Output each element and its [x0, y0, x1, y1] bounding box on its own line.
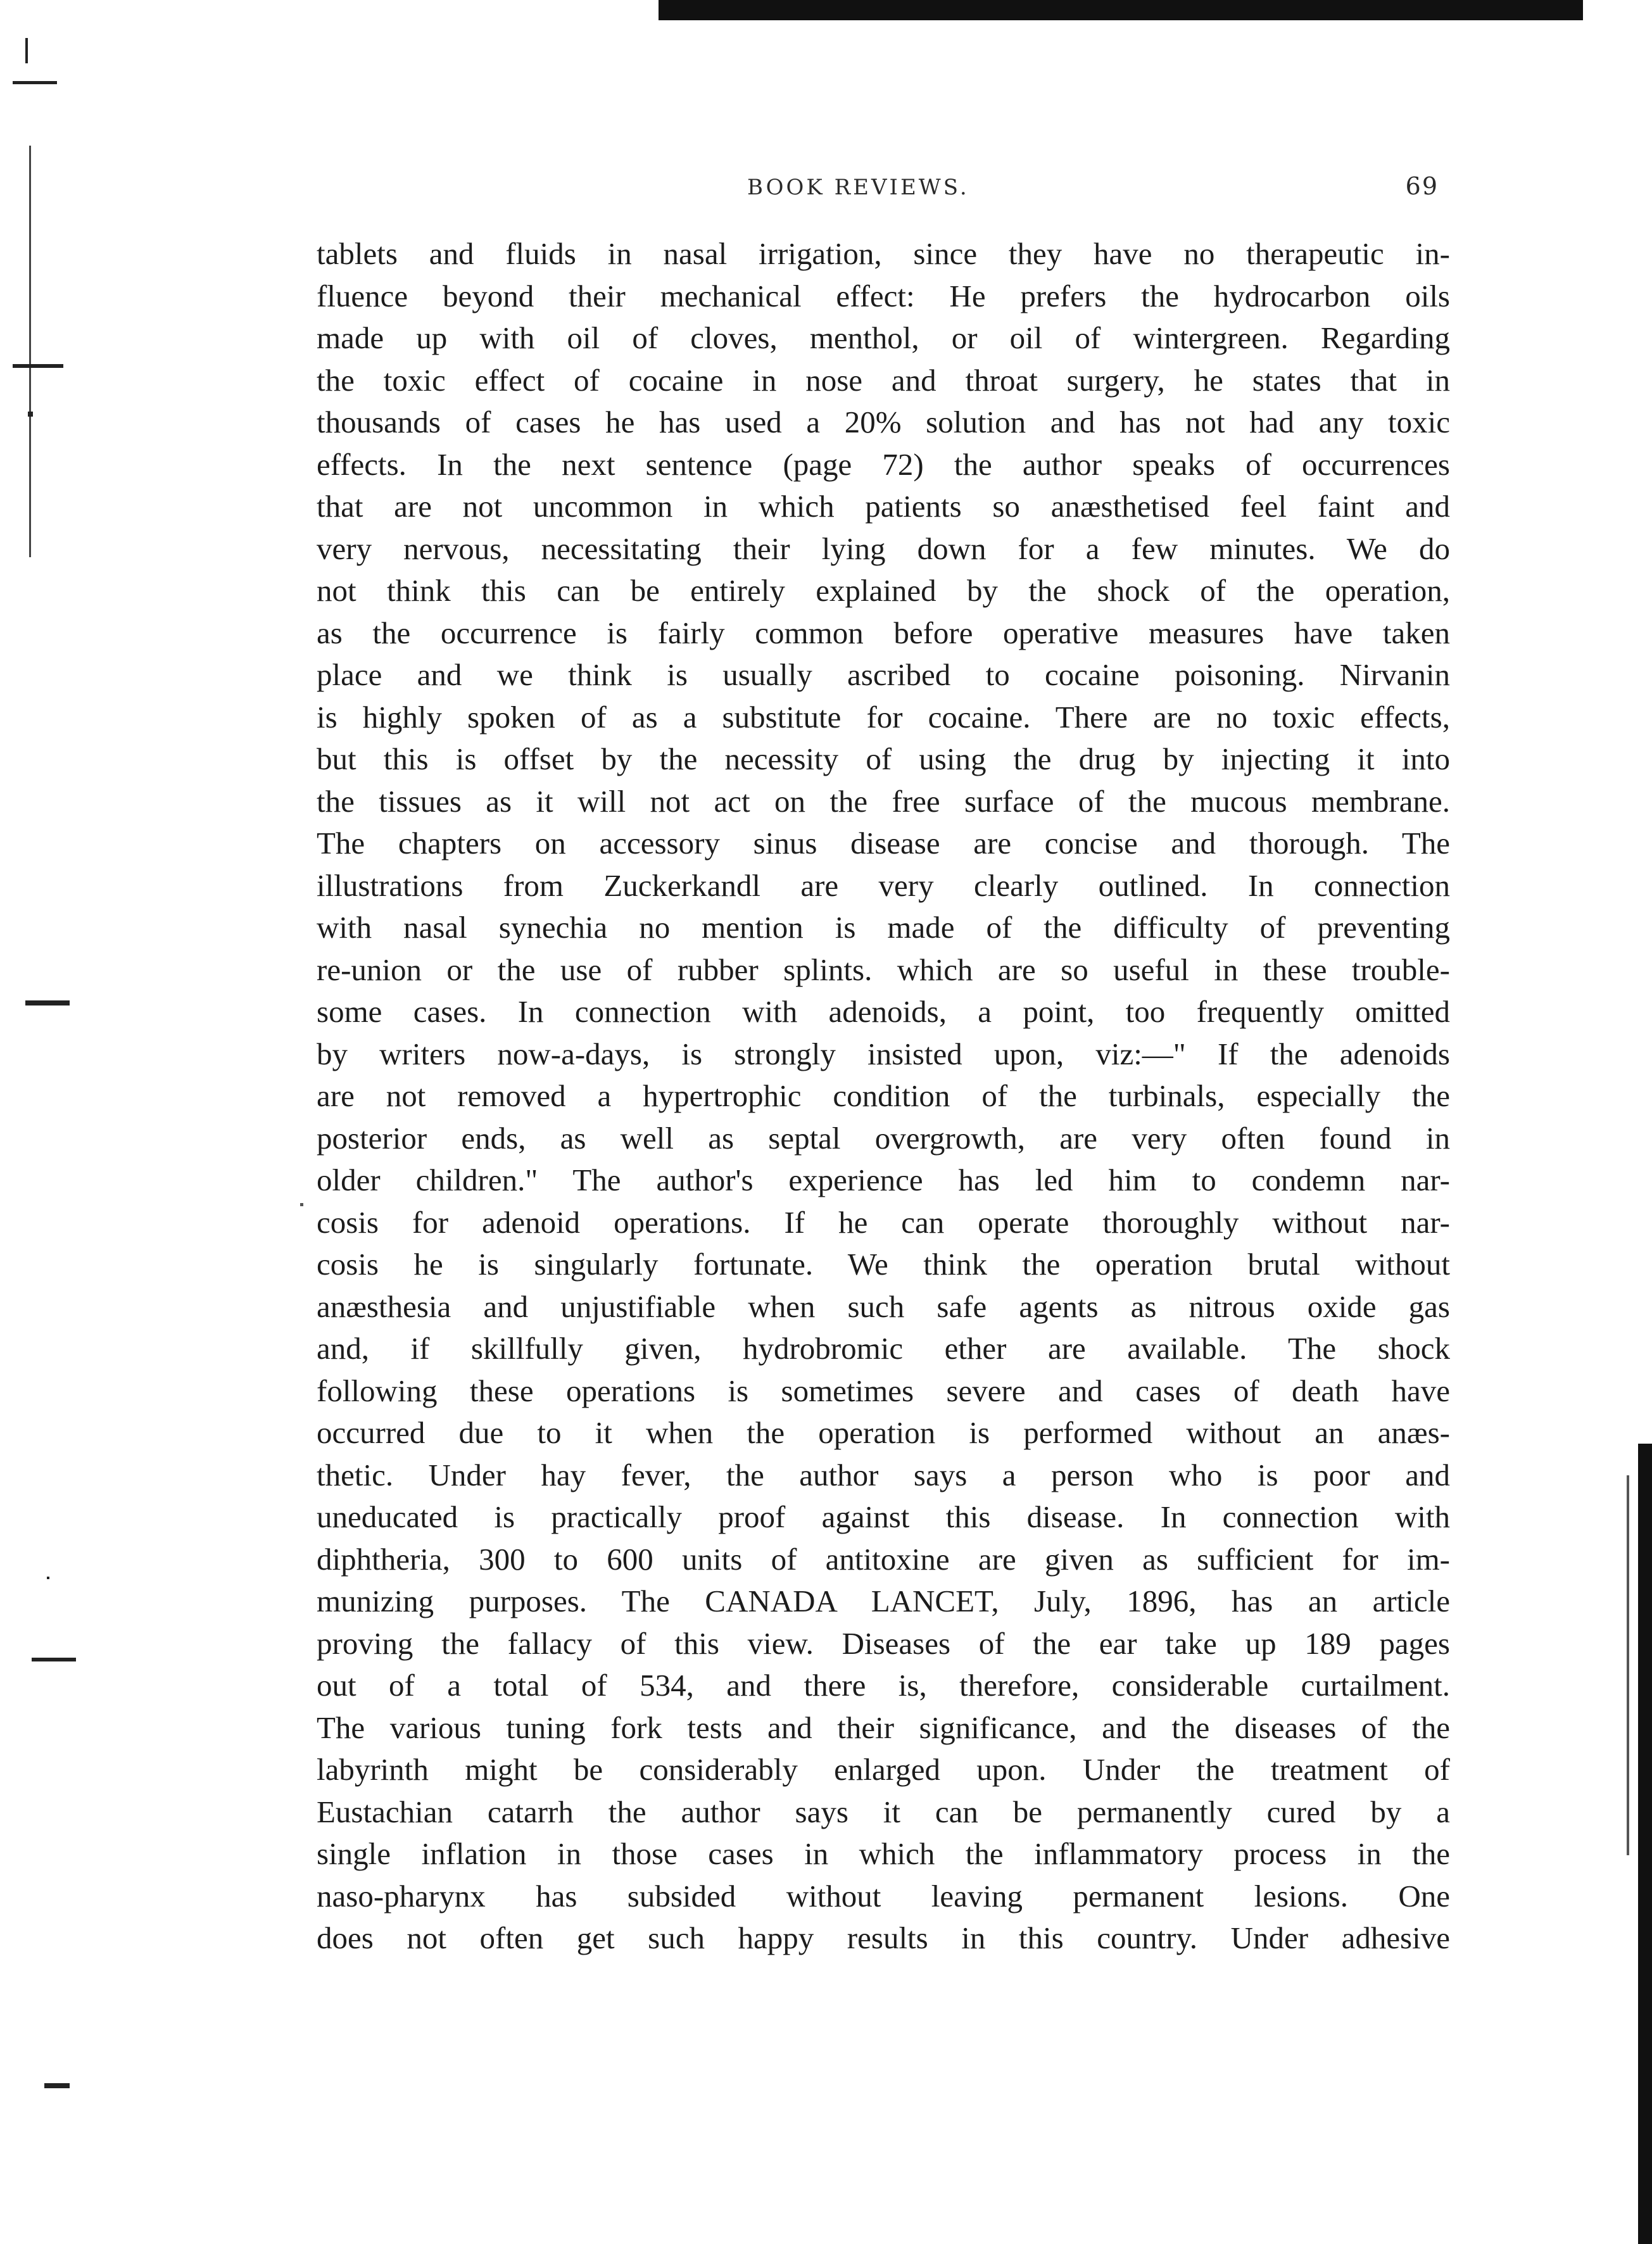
margin-mark-top: [25, 38, 28, 63]
text-line: the tissues as it will not act on the free surface of the mucous membrane.: [317, 783, 1450, 819]
margin-mark-tick: [13, 364, 63, 368]
text-line: tablets and fluids in nasal irrigation, since they have no therapeutic in-: [317, 236, 1450, 271]
text-line: re-union or the use of rubber splints. which are so useful in these trouble-: [317, 952, 1450, 987]
margin-mark-small: [47, 1577, 49, 1579]
text-line: Eustachian catarrh the author says it can be permanently cured by a: [317, 1794, 1450, 1829]
text-line: fluence beyond their mechanical effect: He prefers the hydrocarbon oils: [317, 278, 1450, 313]
text-line: effects. In the next sentence (page 72) the author speaks of occurrences: [317, 446, 1450, 482]
text-line: munizing purposes. The CANADA LANCET, July, 1896, has an article: [317, 1584, 1450, 1618]
text-line: posterior ends, as well as septal overgrowth, are very often found in: [317, 1120, 1450, 1156]
text-line: proving the fallacy of this view. Diseases of the ear take up 189 pages: [317, 1625, 1450, 1661]
scan-right-rule: [1627, 1475, 1629, 1855]
text-line: does not often get such happy results in this country. Under adhesive: [317, 1920, 1450, 1955]
text-line: place and we think is usually ascribed to cocaine poisoning. Nirvanin: [317, 657, 1450, 692]
margin-mark-dot: [28, 412, 33, 417]
text-line: with nasal synechia no mention is made of the difficulty of preventing: [317, 910, 1450, 945]
scan-top-bar: [659, 0, 1583, 19]
running-title: BOOK REVIEWS.: [747, 175, 969, 200]
text-line: The chapters on accessory sinus disease are concise and thorough. The: [317, 826, 1450, 860]
body-text: [317, 233, 1450, 1960]
text-line: is highly spoken of as a substitute for cocaine. There are no toxic effects,: [317, 699, 1450, 734]
book-page: [317, 171, 1450, 1960]
text-line: that are not uncommon in which patients so anæsthetised feel faint and: [317, 489, 1450, 524]
text-line: thousands of cases he has used a 20% solution and has not had any toxic: [317, 405, 1450, 439]
text-line: naso-pharynx has subsided without leaving permanent lesions. One: [317, 1878, 1450, 1913]
text-line: very nervous, necessitating their lying down for a few minutes. We do: [317, 531, 1450, 566]
text-line: by writers now-a-days, is strongly insisted upon, viz:—" If the adenoids: [317, 1036, 1450, 1071]
text-line: anæsthesia and unjustifiable when such safe agents as nitrous oxide gas: [317, 1289, 1450, 1324]
text-line: as the occurrence is fairly common before operative measures have taken: [317, 615, 1450, 650]
text-line: cosis he is singularly fortunate. We think the operation brutal without: [317, 1247, 1450, 1282]
text-line: not think this can be entirely explained by the shock of the operation,: [317, 573, 1450, 608]
text-line: and, if skillfully given, hydrobromic ether are available. The shock: [317, 1331, 1450, 1366]
text-line: occurred due to it when the operation is performed without an anæs-: [317, 1415, 1450, 1450]
text-line: single inflation in those cases in which the inflammatory process in the: [317, 1836, 1450, 1871]
scan-top-rule: [659, 18, 1583, 20]
text-line: some cases. In connection with adenoids, a point, too frequently omitted: [317, 994, 1450, 1029]
text-line: The various tuning fork tests and their significance, and the diseases of the: [317, 1710, 1450, 1745]
margin-mark-arrow: [25, 1000, 70, 1005]
text-line: are not removed a hypertrophic condition of the turbinals, especially the: [317, 1078, 1450, 1113]
page-number: 69: [1405, 172, 1439, 200]
text-line: out of a total of 534, and there is, therefore, considerable curtailment.: [317, 1668, 1450, 1703]
margin-mark-dot-2: [300, 1203, 303, 1206]
text-line: uneducated is practically proof against this disease. In connection with: [317, 1499, 1450, 1534]
text-line: cosis for adenoid operations. If he can operate thoroughly without nar-: [317, 1204, 1450, 1240]
text-line: but this is offset by the necessity of using the drug by injecting it into: [317, 741, 1450, 776]
scan-right-edge: [1638, 1444, 1652, 2244]
text-line: following these operations is sometimes severe and cases of death have: [317, 1373, 1450, 1408]
margin-mark-top-bar: [13, 81, 57, 84]
text-line: diphtheria, 300 to 600 units of antitoxine are given as sufficient for im-: [317, 1541, 1450, 1577]
text-line: labyrinth might be considerably enlarged upon. Under the treatment of: [317, 1752, 1450, 1787]
running-head: [317, 171, 1450, 215]
margin-mark-lower: [32, 1658, 76, 1661]
margin-vertical-line: [29, 146, 31, 557]
text-line: illustrations from Zuckerkandl are very clearly outlined. In connection: [317, 867, 1450, 903]
margin-mark-bottom: [44, 2083, 70, 2088]
text-line: thetic. Under hay fever, the author says a person who is poor and: [317, 1457, 1450, 1492]
text-line: the toxic effect of cocaine in nose and throat surgery, he states that in: [317, 362, 1450, 398]
text-line: made up with oil of cloves, menthol, or oil of wintergreen. Regarding: [317, 320, 1450, 355]
text-line: older children." The author's experience has led him to condemn nar-: [317, 1163, 1450, 1197]
